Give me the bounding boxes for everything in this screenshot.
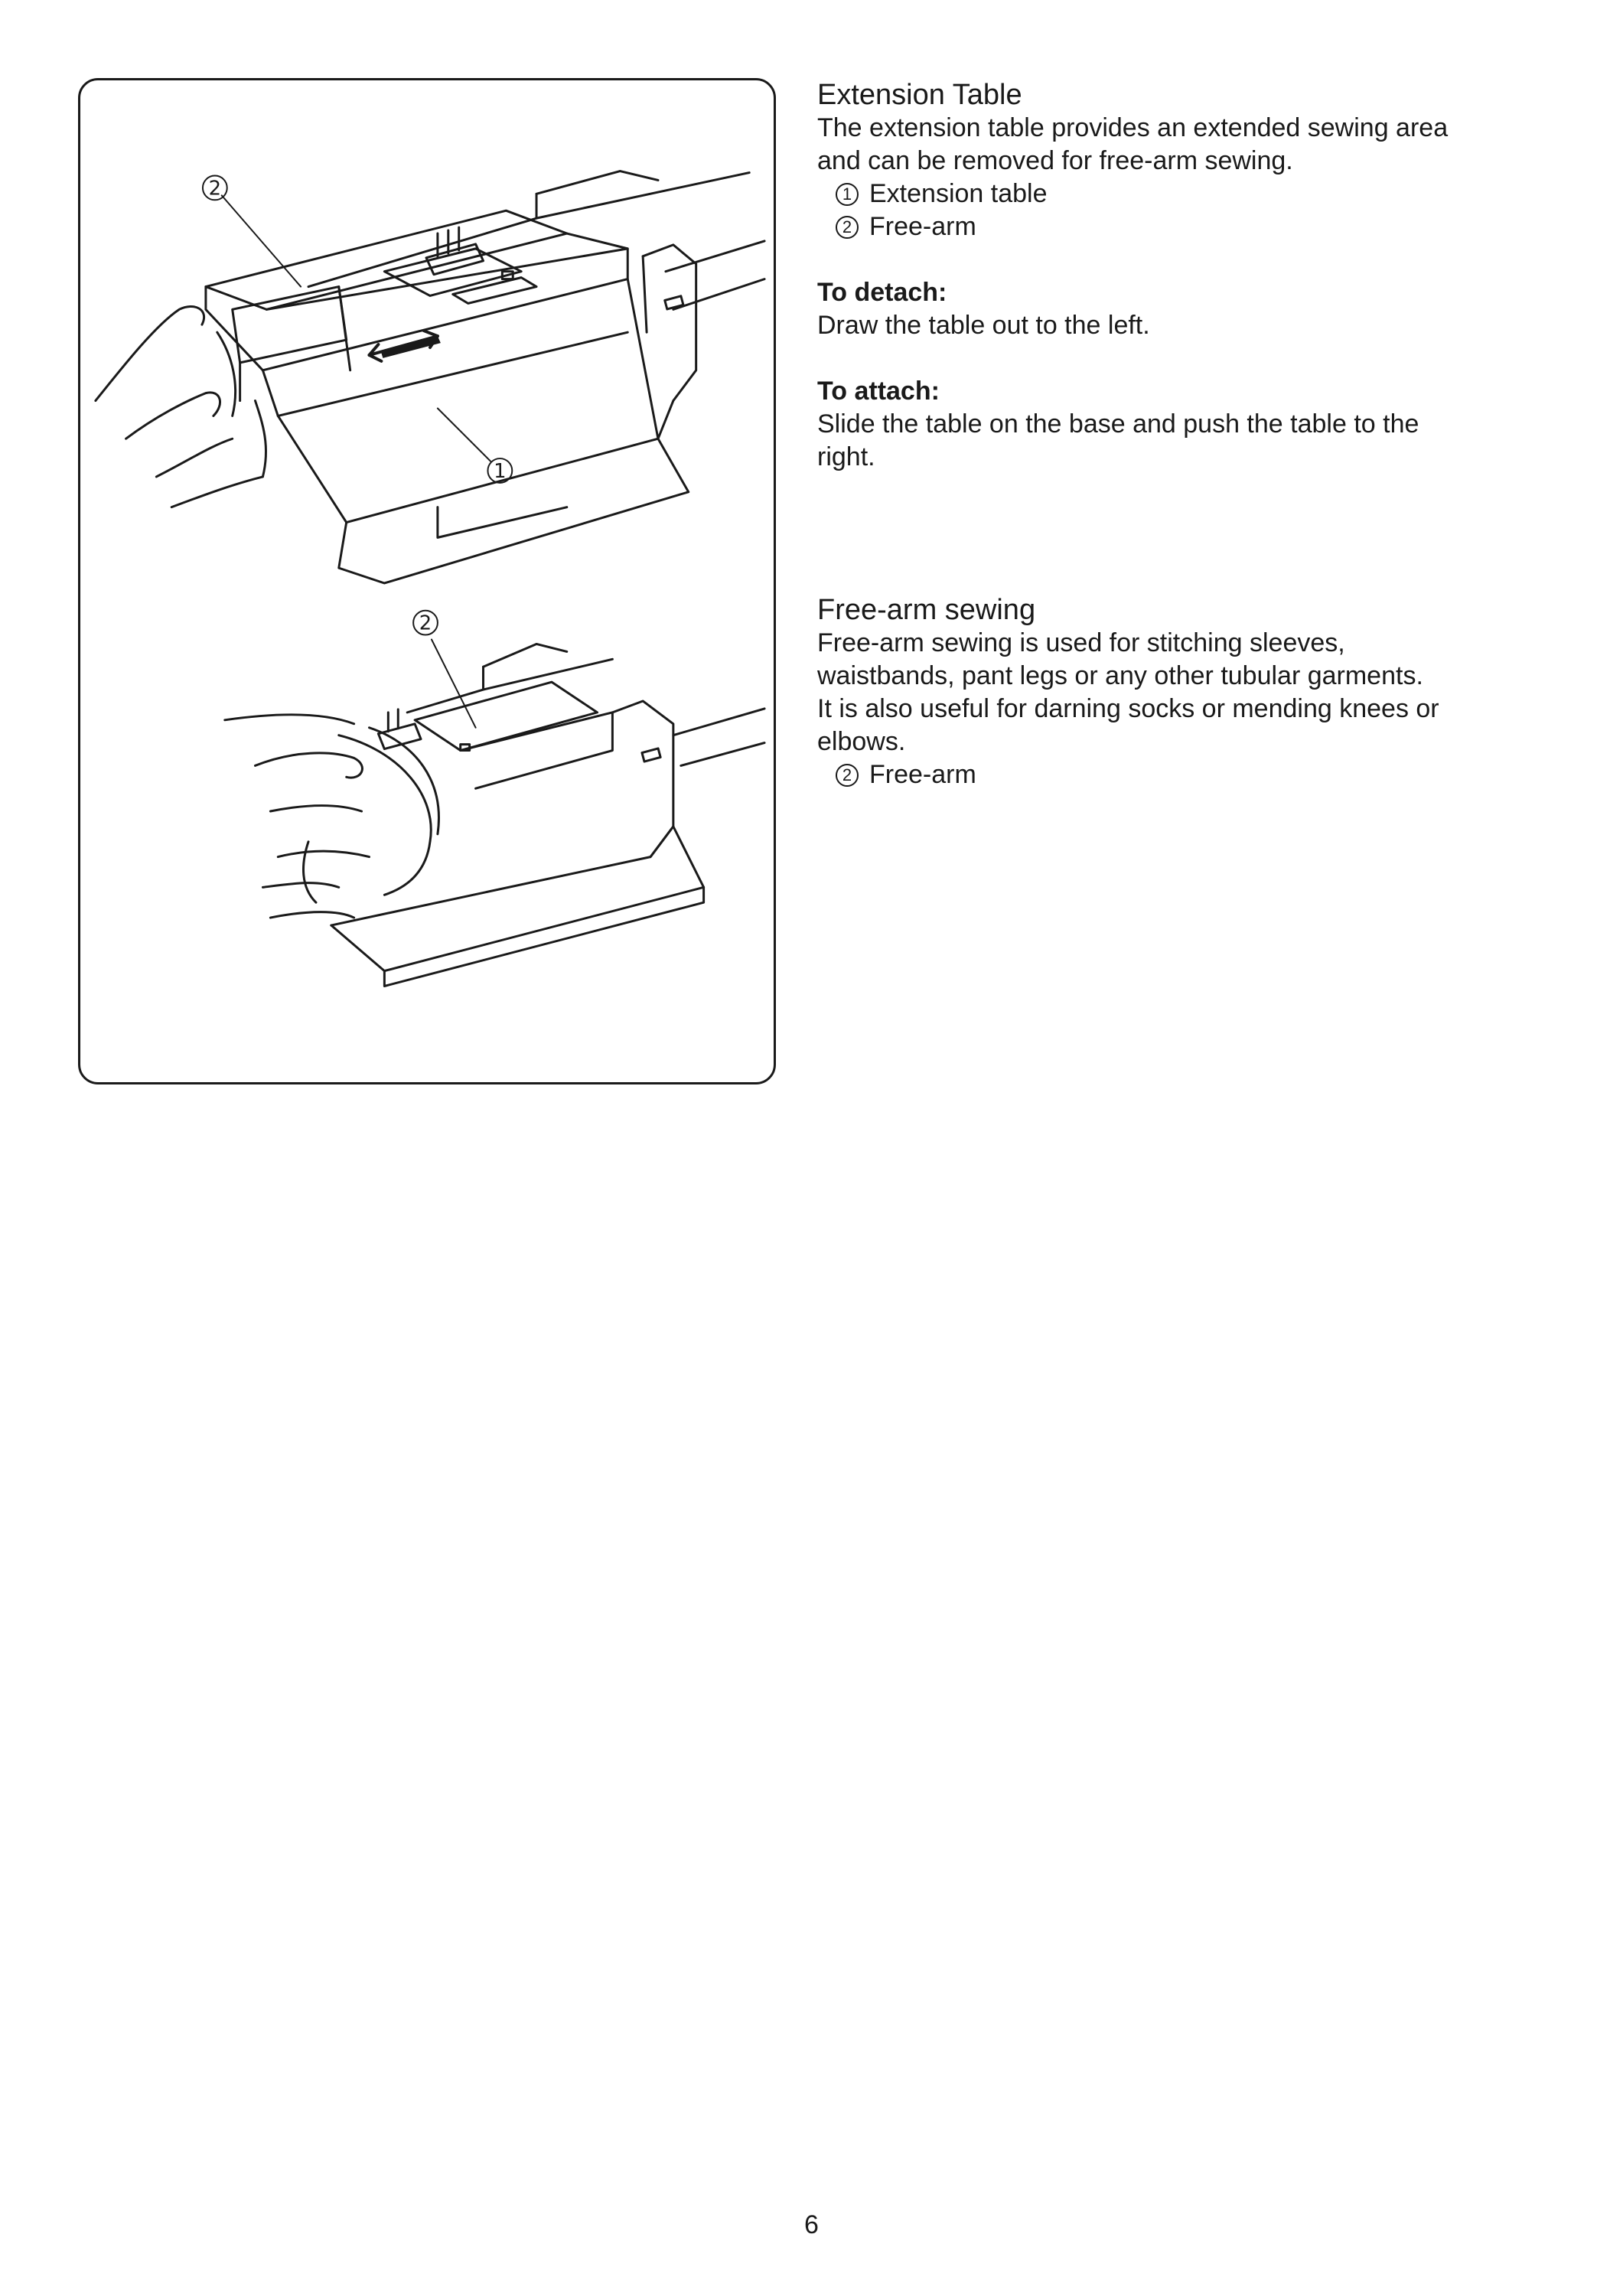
attach-text-line2: right. xyxy=(817,442,875,471)
free-arm-text-line1: Free-arm sewing is used for stitching sleeves, xyxy=(817,628,1345,657)
legend-number: 2 xyxy=(836,216,859,239)
detach-heading: To detach: xyxy=(817,278,947,307)
sewing-machine-illustration xyxy=(80,80,774,1082)
svg-text:2: 2 xyxy=(208,177,222,201)
free-arm-text-line4: elbows. xyxy=(817,727,906,756)
free-arm-text-line2: waistbands, pant legs or any other tubular garments. xyxy=(817,661,1423,690)
legend-label: Extension table xyxy=(869,179,1048,208)
attach-text-line1: Slide the table on the base and push the table to the xyxy=(817,409,1419,439)
callout-extension-table xyxy=(487,458,512,483)
extension-table-title: Extension Table xyxy=(817,79,1022,111)
svg-text:2: 2 xyxy=(419,612,432,635)
legend-number: 2 xyxy=(836,764,859,787)
legend-label: Free-arm xyxy=(869,760,976,789)
legend-label: Free-arm xyxy=(869,212,976,241)
detach-text: Draw the table out to the left. xyxy=(817,311,1150,340)
hand-on-fabric-drawing xyxy=(225,715,370,918)
extension-table-intro-line2: and can be removed for free-arm sewing. xyxy=(817,146,1293,175)
svg-text:1: 1 xyxy=(494,459,507,483)
callout-free-arm-bottom xyxy=(413,611,438,635)
extension-table-section xyxy=(817,78,1529,474)
extension-table-intro-line1: The extension table provides an extended sewing area xyxy=(817,113,1449,142)
legend-number: 1 xyxy=(836,183,859,206)
hand-drawing xyxy=(96,306,266,507)
illustration-panel xyxy=(78,78,776,1084)
free-arm-section xyxy=(817,593,1529,791)
free-arm-figure xyxy=(225,639,764,986)
legend-item-free-arm xyxy=(817,758,1529,791)
callout-free-arm-top xyxy=(203,176,227,201)
legend-item-free-arm xyxy=(817,210,1529,243)
page-number: 6 xyxy=(804,2210,819,2239)
attach-heading: To attach: xyxy=(817,377,940,406)
free-arm-text-line3: It is also useful for darning socks or mending knees or xyxy=(817,694,1439,723)
extension-table-figure xyxy=(96,171,764,583)
legend-item-extension-table xyxy=(817,178,1529,210)
free-arm-title: Free-arm sewing xyxy=(817,594,1036,626)
